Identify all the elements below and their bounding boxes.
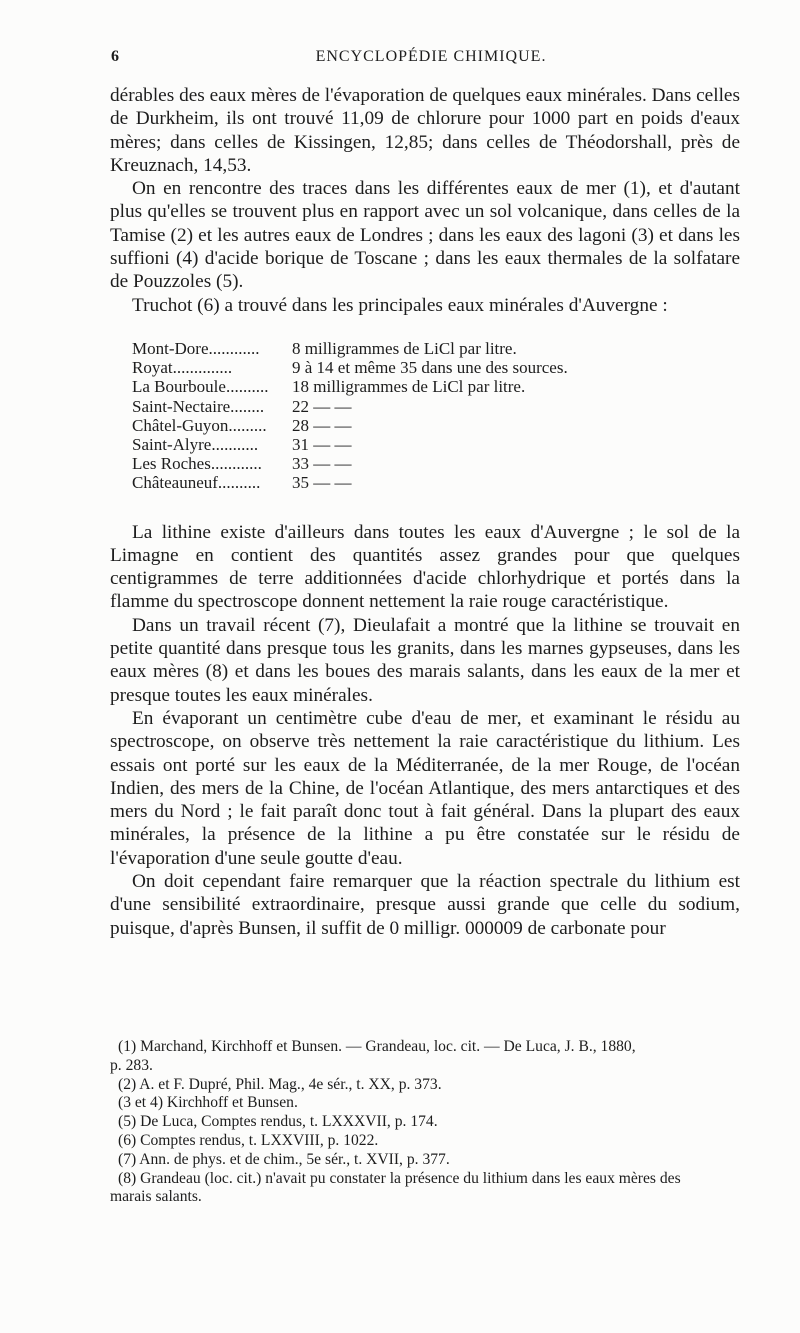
footnotes [110, 1038, 740, 1207]
footnote: p. 283. [110, 1056, 153, 1074]
place-name: Saint-Nectaire........ [132, 396, 265, 416]
place-value: 8 milligrammes de LiCl par litre. [292, 338, 517, 358]
page-number: 6 [111, 48, 119, 65]
place-value: 28 — — [292, 415, 352, 435]
place-name: Châtel-Guyon......... [132, 415, 267, 435]
place-value: 9 à 14 et même 35 dans une des sources. [292, 358, 568, 378]
place-name: Châteauneuf.......... [132, 473, 261, 493]
footnote: (1) Marchand, Kirchhoff et Bunsen. — Grandeau, loc. cit. — De Luca, J. B., 1880, [118, 1038, 636, 1055]
footnote: (7) Ann. de phys. et de chim., 5e sér., t. XVII, p. 377. [118, 1150, 450, 1168]
paragraph: La lithine existe d'ailleurs dans toutes les eaux d'Auvergne ; le sol de la Limagne en contient des quantités assez grandes pour que quelques centigrammes de terre additionnées d'acide chlorhydrique et portés dans la flamme du spectroscope donnent nettement la raie rouge caractéristique. [110, 521, 740, 613]
footnote: (8) Grandeau (loc. cit.) n'avait pu constater la présence du lithium dans les eaux mères des [118, 1169, 681, 1187]
footnote: (2) A. et F. Dupré, Phil. Mag., 4e sér., t. XX, p. 373. [118, 1075, 442, 1093]
paragraph: On en rencontre des traces dans les différentes eaux de mer (1), et d'autant plus qu'elles se trouvent plus en rapport avec un sol volcanique, dans celles de la Tamise (2) et les autres eaux de Londres ; dans les eaux des lagoni (3) et dans les suffioni (4) d'acide borique de Toscane ; dans les eaux thermales de la solfatare de Pouzzoles (5). [110, 178, 740, 293]
running-header [111, 48, 751, 70]
paragraph: On doit cependant faire remarquer que la réaction spectrale du lithium est d'une sensibilité extraordinaire, presque aussi grande que celle du sodium, puisque, d'après Bunsen, il suffit de 0 milligr. 000009 de carbonate pour [110, 871, 740, 939]
running-title: ENCYCLOPÉDIE CHIMIQUE. [315, 48, 547, 65]
paragraph: Truchot (6) a trouvé dans les principales eaux minérales d'Auvergne : [132, 294, 668, 316]
place-value: 33 — — [292, 454, 352, 474]
footnote: (6) Comptes rendus, t. LXXVIII, p. 1022. [118, 1131, 379, 1149]
place-value: 31 — — [292, 434, 352, 454]
table-row [132, 473, 740, 492]
paragraph: dérables des eaux mères de l'évaporation de quelques eaux minérales. Dans celles de Durkheim, ils ont trouvé 11,09 de chlorure pour 1000 part en poids d'eaux mères; dans celles de Kissingen, 12,85; dans celles de Théodorshall, près de Kreuznach, 14,53. [110, 85, 740, 176]
footnote: (3 et 4) Kirchhoff et Bunsen. [118, 1094, 298, 1112]
place-name: Saint-Alyre........... [132, 434, 259, 454]
place-name: Royat.............. [132, 358, 233, 378]
footnote: marais salants. [110, 1188, 202, 1206]
place-value: 35 — — [292, 473, 352, 493]
table-row [132, 377, 740, 396]
footnote: (5) De Luca, Comptes rendus, t. LXXXVII, p. 174. [118, 1113, 438, 1131]
place-name: Mont-Dore............ [132, 338, 260, 358]
paragraph: En évaporant un centimètre cube d'eau de mer, et examinant le résidu au spectroscope, on observe très nettement la raie caractéristique du lithium. Les essais ont porté sur les eaux de la Méditerranée, de la mer Rouge, de l'océan Indien, des mers de la Chine, de l'océan Atlantique, des mers antarctiques et des mers du Nord ; le fait paraît donc tout à fait général. Dans la plupart des eaux minérales, la présence de la lithine a pu être constatée sur le résidu de l'évaporation d'une seule goutte d'eau. [110, 707, 740, 869]
main-text [110, 84, 740, 940]
place-name: La Bourboule.......... [132, 377, 269, 397]
paragraph: Dans un travail récent (7), Dieulafait a montré que la lithine se trouvait en petite quantité dans presque tous les granits, dans les marnes gypseuses, dans les eaux mères (8) et dans les boues des marais salants, dans les eaux de la mer et presque toutes les eaux minérales. [110, 614, 740, 706]
lithium-table [132, 339, 740, 493]
place-name: Les Roches............ [132, 454, 262, 474]
table-row [132, 416, 740, 435]
place-value: 22 — — [292, 396, 352, 416]
table-row [132, 454, 740, 473]
table-row [132, 397, 740, 416]
table-row [132, 358, 740, 377]
table-row [132, 339, 740, 358]
table-row [132, 435, 740, 454]
place-value: 18 milligrammes de LiCl par litre. [292, 377, 526, 397]
